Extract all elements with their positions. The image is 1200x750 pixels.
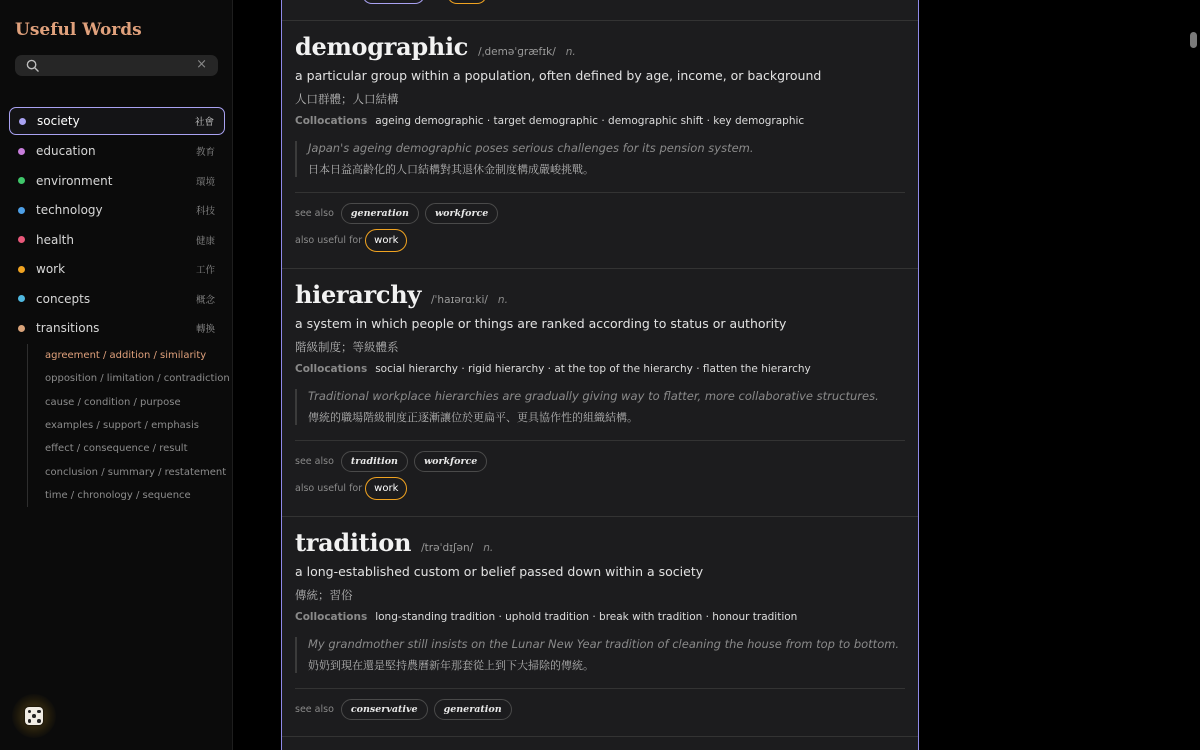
collocations-label: Collocations xyxy=(295,363,368,375)
useful-for-label: also useful for xyxy=(295,235,363,246)
entry-pronunciation: /trəˈdɪʃən/ xyxy=(421,542,474,554)
sidebar-subitem[interactable]: opposition / limitation / contradiction xyxy=(45,373,230,385)
collocations-list: ageing demographic · target demographic · demographic shift · key demographic xyxy=(375,115,805,127)
entry-definition: a particular group within a population, often defined by age, income, or background xyxy=(295,68,822,83)
category-dot xyxy=(18,325,25,332)
category-label: health xyxy=(36,232,74,247)
category-zh-label: 科技 xyxy=(195,206,215,218)
category-zh-label: 社會 xyxy=(194,117,214,128)
category-label: work xyxy=(36,262,66,277)
entry-divider xyxy=(295,192,905,193)
word-entry xyxy=(282,21,918,269)
see-also-row xyxy=(295,451,493,472)
see-also-label: see also xyxy=(295,456,334,467)
entry-definition: a long-established custom or belief passed down within a society xyxy=(295,564,704,579)
see-also-tag[interactable]: generation xyxy=(434,699,512,720)
entry-divider xyxy=(295,440,905,441)
category-label: education xyxy=(36,144,96,159)
entry-definition: a system in which people or things are ranked according to status or authority xyxy=(295,316,787,331)
example-chinese: 奶奶到現在還是堅持農曆新年那套從上到下大掃除的傳統。 xyxy=(308,659,594,672)
example-english: My grandmother still insists on the Lunar New Year tradition of cleaning the house from top to bottom. xyxy=(308,637,900,651)
see-also-tag[interactable]: generation xyxy=(341,203,419,224)
sidebar-subitem[interactable]: examples / support / emphasis xyxy=(45,420,200,432)
entry-part-of-speech: n. xyxy=(497,294,508,306)
entry-word: demographic xyxy=(295,32,469,61)
app-title: Useful Words xyxy=(15,20,142,40)
word-entry xyxy=(282,269,918,517)
see-also-row xyxy=(295,203,504,224)
dice-face xyxy=(25,707,43,725)
category-dot xyxy=(18,177,25,184)
see-also-tag[interactable]: conservative xyxy=(341,699,428,720)
collocations-list: long-standing tradition · uphold tradition · break with tradition · honour tradition xyxy=(375,611,798,623)
entry-header xyxy=(295,280,508,309)
sidebar-item-work[interactable] xyxy=(9,255,225,285)
entry-word: hierarchy xyxy=(295,280,421,309)
entry-header xyxy=(295,32,576,61)
useful-for-tag[interactable]: work xyxy=(365,229,407,252)
entry-example xyxy=(295,141,905,177)
dice-icon[interactable] xyxy=(12,694,56,738)
entry-divider xyxy=(295,688,905,689)
entry-chinese-definition: 階級制度；等級體系 xyxy=(295,340,399,354)
search-input[interactable] xyxy=(47,57,197,74)
category-label: society xyxy=(37,114,80,128)
category-label: environment xyxy=(36,173,113,188)
example-english: Traditional workplace hierarchies are gradually giving way to flatter, more collaborative structures. xyxy=(308,389,879,403)
category-dot xyxy=(19,118,26,125)
collocations-label: Collocations xyxy=(295,611,368,623)
sidebar xyxy=(0,0,233,750)
category-label: transitions xyxy=(36,321,100,336)
entry-word: tradition xyxy=(295,528,412,557)
category-zh-label: 環境 xyxy=(195,176,215,188)
example-chinese: 傳統的職場階級制度正逐漸讓位於更扁平、更具協作性的組織結構。 xyxy=(308,411,638,424)
entry-example xyxy=(295,389,905,425)
category-dot xyxy=(18,207,25,214)
word-entry xyxy=(282,517,918,737)
transition-sublist xyxy=(27,344,230,507)
collocations-label: Collocations xyxy=(295,115,368,127)
entry-collocations xyxy=(295,611,797,623)
entry-chinese-definition: 傳統；習俗 xyxy=(295,588,353,602)
sidebar-subitem[interactable]: conclusion / summary / restatement xyxy=(45,466,227,478)
sidebar-subitem[interactable]: time / chronology / sequence xyxy=(45,489,191,501)
entry-collocations xyxy=(295,115,804,127)
see-also-label: see also xyxy=(295,704,334,715)
sidebar-item-health[interactable] xyxy=(9,225,225,255)
entry-chinese-definition: 人口群體；人口結構 xyxy=(295,92,399,106)
entry-example xyxy=(295,637,905,673)
sidebar-item-concepts[interactable] xyxy=(9,284,225,314)
entry-pronunciation: /ˈhaɪərɑːki/ xyxy=(430,294,488,306)
see-also-label: see also xyxy=(295,208,334,219)
see-also-row xyxy=(295,699,518,720)
category-list xyxy=(9,107,225,343)
category-zh-label: 轉換 xyxy=(195,324,215,336)
search-bar xyxy=(15,55,218,76)
sidebar-subitem[interactable]: cause / condition / purpose xyxy=(45,396,181,408)
sidebar-item-transitions[interactable] xyxy=(9,314,225,344)
see-also-tag[interactable]: tradition xyxy=(341,451,408,472)
useful-for-tag[interactable]: work xyxy=(365,477,407,500)
example-english: Japan's ageing demographic poses serious challenges for its pension system. xyxy=(308,141,754,155)
category-zh-label: 概念 xyxy=(195,294,215,306)
category-zh-label: 教育 xyxy=(195,147,215,159)
word-list xyxy=(281,0,919,750)
collocations-list: social hierarchy · rigid hierarchy · at the top of the hierarchy · flatten the hierarchy xyxy=(375,363,811,375)
useful-for-row xyxy=(295,229,407,252)
category-dot xyxy=(18,236,25,243)
useful-for-label: also useful for xyxy=(295,483,363,494)
category-label: concepts xyxy=(36,291,91,306)
sidebar-item-environment[interactable] xyxy=(9,166,225,196)
previous-entry-tail xyxy=(282,0,918,21)
category-dot xyxy=(18,266,25,273)
close-icon[interactable]: × xyxy=(196,57,207,72)
see-also-tag[interactable]: workforce xyxy=(425,203,498,224)
category-zh-label: 工作 xyxy=(195,265,215,277)
useful-for-row xyxy=(295,477,407,500)
sidebar-item-technology[interactable] xyxy=(9,196,225,226)
sidebar-item-education[interactable] xyxy=(9,137,225,167)
sidebar-subitem[interactable]: effect / consequence / result xyxy=(45,443,188,455)
entry-part-of-speech: n. xyxy=(483,542,494,554)
category-dot xyxy=(18,148,25,155)
category-label: technology xyxy=(36,203,103,218)
sidebar-subitem[interactable]: agreement / addition / similarity xyxy=(45,350,207,362)
entry-header xyxy=(295,528,493,557)
scrollbar-thumb[interactable] xyxy=(1190,32,1197,48)
see-also-tag[interactable]: workforce xyxy=(414,451,487,472)
entry-pronunciation: /ˌdeməˈɡræfɪk/ xyxy=(478,46,556,58)
category-zh-label: 健康 xyxy=(195,235,215,247)
example-chinese: 日本日益高齡化的人口結構對其退休金制度構成嚴峻挑戰。 xyxy=(308,163,594,176)
category-dot xyxy=(18,295,25,302)
sidebar-item-society[interactable] xyxy=(9,107,225,135)
entry-collocations xyxy=(295,363,811,375)
search-icon xyxy=(26,59,39,72)
entry-part-of-speech: n. xyxy=(565,46,576,58)
